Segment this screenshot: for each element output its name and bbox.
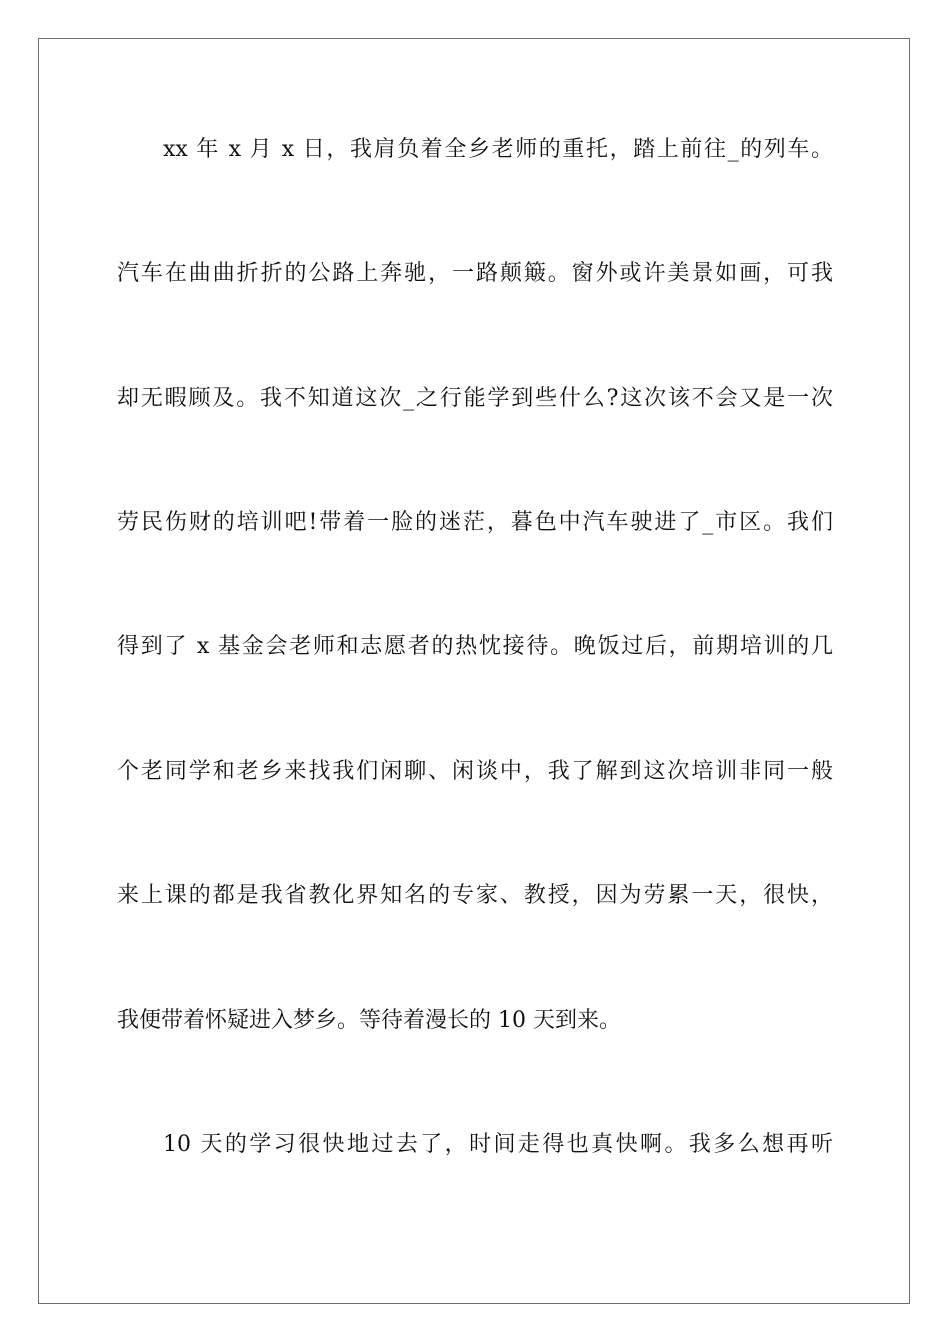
paragraph-1-line-7: 来上课的都是我省教化界知名的专家、教授，因为劳累一天，很快， [117, 883, 833, 908]
paragraph-1-line-5: 得到了 x 基金会老师和志愿者的热忱接待。晚饭过后，前期培训的几 [117, 634, 833, 659]
paragraph-1-line-8: 我便带着怀疑进入梦乡。等待着漫长的 10 天到来。 [117, 1008, 621, 1033]
paragraph-1-line-1: xx 年 x 月 x 日，我肩负着全乡老师的重托，踏上前往_的列车。 [163, 137, 833, 162]
paragraph-1-line-4: 劳民伤财的培训吧!带着一脸的迷茫，暮色中汽车驶进了_市区。我们 [117, 510, 833, 535]
paragraph-1-line-6: 个老同学和老乡来找我们闲聊、闲谈中，我了解到这次培训非同一般 [117, 759, 833, 784]
paragraph-2-line-1: 10 天的学习很快地过去了，时间走得也真快啊。我多么想再听 [163, 1132, 833, 1157]
paragraph-1-line-2: 汽车在曲曲折折的公路上奔驰，一路颠簸。窗外或许美景如画，可我 [117, 261, 833, 286]
page-border [38, 38, 910, 1304]
paragraph-1-line-3: 却无暇顾及。我不知道这次_之行能学到些什么?这次该不会又是一次 [117, 386, 833, 411]
